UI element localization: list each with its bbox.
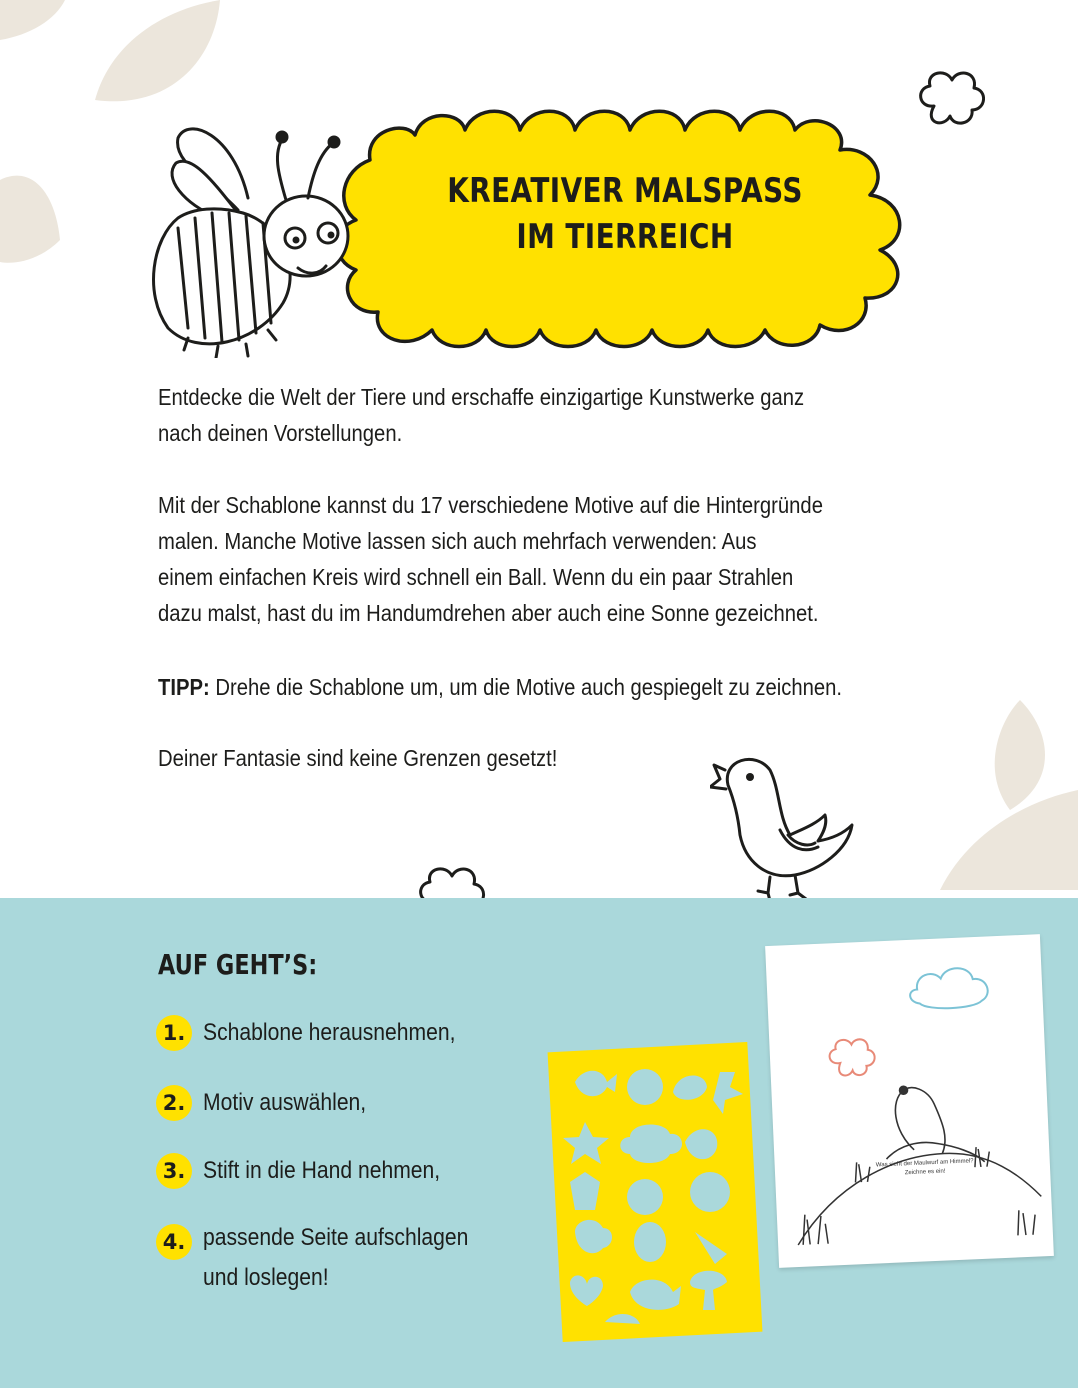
cloud-icon [909, 967, 988, 1010]
preview-illustration [765, 934, 1054, 1268]
leaf-decoration-right [900, 690, 1078, 930]
step-text: Motiv auswählen, [203, 1089, 367, 1116]
tip-label: TIPP: [158, 674, 210, 700]
title-line-2: IM TIERREICH [516, 217, 734, 257]
intro-line: Entdecke die Welt der Tiere und erschaffe einzigartige Kunstwerke ganz [158, 384, 805, 410]
preview-page [765, 934, 1054, 1268]
intro-line: nach deinen Vorstellungen. [158, 420, 403, 446]
step-text: Stift in die Hand nehmen, [203, 1157, 441, 1184]
leaf-icon [95, 0, 220, 101]
bee-icon [148, 118, 358, 358]
step-text [203, 1218, 537, 1298]
step-text-line: und loslegen! [203, 1264, 329, 1291]
step-number-badge: 1. [156, 1015, 192, 1051]
step-text-line: passende Seite aufschlagen [203, 1224, 469, 1251]
description-line: dazu malst, hast du im Handumdrehen aber auch eine Sonne gezeichnet. [158, 600, 819, 626]
preview-caption-line: Was sieht der Maulwurf am Himmel? [875, 1158, 974, 1169]
description-paragraph [158, 487, 862, 631]
leaf-icon [995, 700, 1045, 810]
tip-text: Drehe die Schablone um, um die Motive auch gespiegelt zu zeichnen. [209, 674, 843, 700]
tip-paragraph [158, 669, 862, 705]
description-line: einem einfachen Kreis wird schnell ein Ball. Wenn du ein paar Strahlen [158, 564, 794, 590]
leaf-icon [0, 0, 65, 40]
preview-caption-line: Zeichne es ein! [904, 1168, 946, 1177]
stencil-icon [545, 1042, 765, 1342]
title-line-1: KREATIVER MALSPASS [447, 171, 803, 211]
description-line: malen. Manche Motive lassen sich auch mehrfach verwenden: Aus [158, 528, 757, 554]
page-title [391, 168, 858, 260]
closing-line: Deiner Fantasie sind keine Grenzen gesetzt! [158, 745, 558, 771]
flower-icon [829, 1039, 875, 1077]
leaf-icon [0, 176, 60, 263]
step-text: Schablone herausnehmen, [203, 1019, 456, 1046]
step-number-badge: 3. [156, 1153, 192, 1189]
step-number-badge: 2. [156, 1085, 192, 1121]
intro-paragraph [158, 379, 862, 451]
description-line: Mit der Schablone kannst du 17 verschiedene Motive auf die Hintergründe [158, 492, 823, 518]
chick-icon [710, 755, 860, 910]
step-number-badge: 4. [156, 1224, 192, 1260]
steps-heading: AUF GEHT’S: [158, 948, 318, 981]
